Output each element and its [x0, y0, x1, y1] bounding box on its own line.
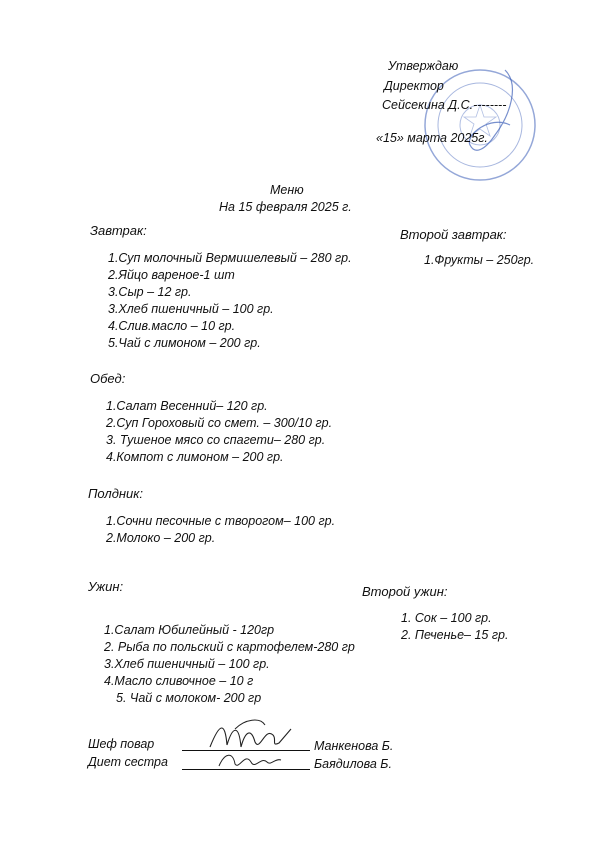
nurse-role: Диет сестра	[88, 755, 168, 769]
list-item: 2.Яйцо вареное-1 шт	[108, 268, 235, 282]
list-item: 2.Суп Гороховый со смет. – 300/10 гр.	[106, 416, 333, 430]
list-item: 5.Чай с лимоном – 200 гр.	[108, 336, 261, 350]
nurse-signature	[215, 748, 285, 773]
dinner-heading: Ужин:	[88, 579, 124, 594]
breakfast-heading: Завтрак:	[90, 223, 147, 238]
list-item: 1.Фрукты – 250гр.	[424, 253, 535, 267]
list-item: 3. Тушеное мясо со спагети– 280 гр.	[106, 433, 326, 447]
list-item: 3.Сыр – 12 гр.	[108, 285, 192, 299]
dinner-list	[104, 622, 355, 707]
list-item: 1.Суп молочный Вермишелевый – 280 гр.	[108, 251, 352, 265]
snack-heading: Полдник:	[88, 486, 144, 501]
list-item: 4.Компот с лимоном – 200 гр.	[106, 450, 284, 464]
official-stamp	[380, 55, 550, 185]
list-item: 1.Сочни песочные с творогом– 100 гр.	[106, 514, 336, 528]
list-item: 4.Масло сливочное – 10 г	[104, 674, 254, 688]
list-item: 2. Печенье– 15 гр.	[401, 628, 509, 642]
list-item: 5. Чай с молоком- 200 гр	[116, 691, 262, 705]
lunch-list	[106, 398, 332, 466]
snack-list	[106, 513, 335, 547]
breakfast-list	[108, 250, 352, 352]
list-item: 4.Слив.масло – 10 гр.	[108, 319, 236, 333]
nurse-name: Баядилова Б.	[314, 757, 392, 771]
chef-name: Манкенова Б.	[314, 739, 394, 753]
second-dinner-heading: Второй ужин:	[362, 584, 448, 599]
list-item: 1.Салат Юбилейный - 120гр	[104, 623, 275, 637]
list-item: 3.Хлеб пшеничный – 100 гр.	[108, 302, 274, 316]
menu-title: Меню	[270, 183, 304, 197]
list-item: 2.Молоко – 200 гр.	[106, 531, 216, 545]
approval-director-name: Сейсекина Д.С.--------	[382, 98, 507, 112]
list-item: 3.Хлеб пшеничный – 100 гр.	[104, 657, 270, 671]
lunch-heading: Обед:	[90, 371, 126, 386]
second-dinner-list	[401, 610, 508, 644]
list-item: 2. Рыба по польский с картофелем-280 гр	[104, 640, 355, 654]
menu-date: На 15 февраля 2025 г.	[219, 200, 352, 214]
second-breakfast-heading: Второй завтрак:	[400, 227, 507, 242]
approval-date: «15» марта 2025г.	[376, 131, 488, 145]
list-item: 1.Салат Весенний– 120 гр.	[106, 399, 268, 413]
approval-position: Директор	[384, 79, 444, 93]
list-item: 1. Сок – 100 гр.	[401, 611, 492, 625]
chef-role: Шеф повар	[88, 737, 155, 751]
approval-approve: Утверждаю	[388, 59, 459, 73]
